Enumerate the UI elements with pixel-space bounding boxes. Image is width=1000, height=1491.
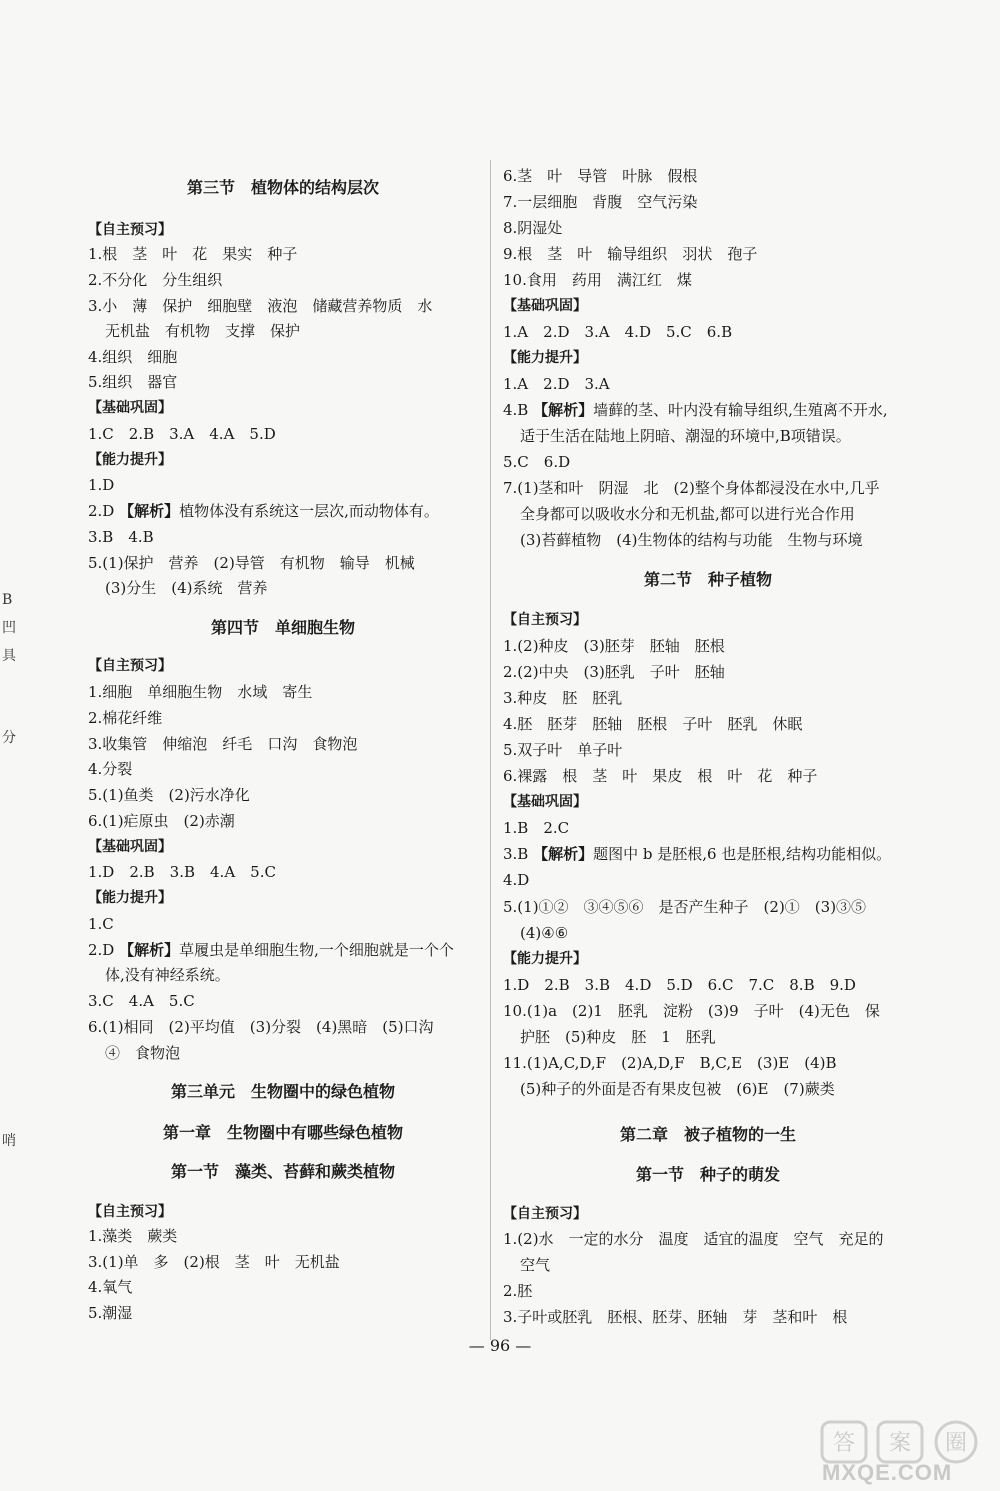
answer-line: 2.棉花纤维 <box>88 709 163 727</box>
svg-text:案: 案 <box>888 1431 912 1456</box>
answer-line: 1.(2)水 一定的水分 温度 适宜的温度 空气 充足的 <box>503 1230 884 1248</box>
section-tag: 【能力提升】 <box>503 350 587 366</box>
svg-text:答: 答 <box>832 1431 856 1456</box>
answer-line: 4.B 【解析】墙藓的茎、叶内没有输导组织,生殖离不开水, <box>503 401 888 419</box>
answer-line: 6.(1)疟原虫 (2)赤潮 <box>88 812 235 830</box>
watermark-site: MXQE.COM <box>822 1460 953 1485</box>
answer-line: 4.分裂 <box>88 760 133 778</box>
answer-line: 7.(1)茎和叶 阴湿 北 (2)整个身体都浸没在水中,几乎 <box>503 479 880 497</box>
answer-line: 3.B 4.B <box>88 528 154 546</box>
answer-line: 2.D 【解析】草履虫是单细胞生物,一个细胞就是一个个 <box>88 941 454 959</box>
section-tag: 【能力提升】 <box>88 452 172 468</box>
answer-line: 3.(1)单 多 (2)根 茎 叶 无机盐 <box>88 1253 340 1271</box>
answer-line: (3)分生 (4)系统 营养 <box>105 579 268 597</box>
answer-line: 5.(1)鱼类 (2)污水净化 <box>88 786 250 804</box>
answer-line: 3.子叶或胚乳 胚根、胚芽、胚轴 芽 茎和叶 根 <box>503 1308 848 1326</box>
answer-line: 3.小 薄 保护 细胞壁 液泡 储藏营养物质 水 <box>88 297 433 315</box>
svg-text:圈: 圈 <box>944 1431 968 1456</box>
answer-line: 2.(2)中央 (3)胚乳 子叶 胚轴 <box>503 663 725 681</box>
answer-line: 9.根 茎 叶 输导组织 羽状 孢子 <box>503 245 758 263</box>
answer-line: 1.藻类 蕨类 <box>88 1227 178 1245</box>
answer-line: 1.B 2.C <box>503 819 570 837</box>
answer-line: 5.组织 器官 <box>88 373 178 391</box>
section-tag: 【自主预习】 <box>88 658 172 674</box>
answer-line: 2.胚 <box>503 1282 533 1300</box>
answer-line: 1.细胞 单细胞生物 水域 寄生 <box>88 683 313 701</box>
section-tag: 【基础巩固】 <box>503 298 587 314</box>
answer-line: 全身都可以吸收水分和无机盐,都可以进行光合作用 <box>520 505 855 523</box>
section-title: 第一节 藻类、苔藓和蕨类植物 <box>170 1162 395 1181</box>
answer-line: 1.D 2.B 3.B 4.D 5.D 6.C 7.C 8.B 9.D <box>503 976 856 994</box>
answer-line: 5.潮湿 <box>88 1304 133 1322</box>
answer-line: 5.(1)①② ③④⑤⑥ 是否产生种子 (2)① (3)③⑤ <box>503 898 867 916</box>
section-title: 第一节 种子的萌发 <box>635 1165 780 1184</box>
answer-line: 7.一层细胞 背腹 空气污染 <box>503 193 698 211</box>
analysis-tag: 【解析】 <box>533 401 594 419</box>
edge-fragment: 凹 <box>2 620 16 636</box>
answer-line: 5.C 6.D <box>503 453 571 471</box>
chapter-title: 第二章 被子植物的一生 <box>619 1125 796 1144</box>
answer-line: (3)苔藓植物 (4)生物体的结构与功能 生物与环境 <box>520 531 863 549</box>
answer-line: 4.胚 胚芽 胚轴 胚根 子叶 胚乳 休眠 <box>503 715 803 733</box>
section-tag: 【基础巩固】 <box>88 400 172 416</box>
answer-line: 护胚 (5)种皮 胚 1 胚乳 <box>520 1028 716 1046</box>
answer-line: 1.A 2.D 3.A 4.D 5.C 6.B <box>503 323 733 341</box>
analysis-tag: 【解析】 <box>119 941 180 959</box>
answer-line: 3.B 【解析】题图中 b 是胚根,6 也是胚根,结构功能相似。 <box>503 845 892 863</box>
section-tag: 【能力提升】 <box>503 951 587 967</box>
column-divider <box>490 160 491 1340</box>
answer-line: 3.收集管 伸缩泡 纤毛 口沟 食物泡 <box>88 735 358 753</box>
section-title: 第二节 种子植物 <box>643 570 772 589</box>
answer-line: 无机盐 有机物 支撑 保护 <box>105 322 301 340</box>
analysis-tag: 【解析】 <box>119 502 180 520</box>
answer-line: 1.D <box>88 476 115 494</box>
answer-line: 1.C 2.B 3.A 4.A 5.D <box>88 425 276 443</box>
section-tag: 【自主预习】 <box>503 612 587 628</box>
chapter-title: 第一章 生物圈中有哪些绿色植物 <box>162 1123 403 1142</box>
answer-line: 2.D 【解析】植物体没有系统这一层次,而动物体有。 <box>88 502 439 520</box>
answer-line: 空气 <box>520 1256 551 1274</box>
section-title: 第三节 植物体的结构层次 <box>186 178 379 197</box>
answer-line: 1.(2)种皮 (3)胚芽 胚轴 胚根 <box>503 637 725 655</box>
page-number: — 96 — <box>468 1336 532 1355</box>
answer-line: ④ 食物泡 <box>105 1044 181 1062</box>
analysis-tag: 【解析】 <box>533 845 594 863</box>
answer-line: 2.不分化 分生组织 <box>88 271 223 289</box>
answer-line: 4.D <box>503 871 530 889</box>
answer-line: (4)④⑥ <box>520 924 569 942</box>
section-tag: 【基础巩固】 <box>503 794 587 810</box>
section-tag: 【自主预习】 <box>88 222 172 238</box>
answer-line: (5)种子的外面是否有果皮包被 (6)E (7)蕨类 <box>520 1080 835 1098</box>
answer-line: 1.C <box>88 915 114 933</box>
answer-line: 10.(1)a (2)1 胚乳 淀粉 (3)9 子叶 (4)无色 保 <box>503 1002 880 1020</box>
edge-fragment: 具 <box>2 648 16 664</box>
answer-line: 3.C 4.A 5.C <box>88 992 195 1010</box>
answer-line: 6.(1)相同 (2)平均值 (3)分裂 (4)黑暗 (5)口沟 <box>88 1018 434 1036</box>
section-tag: 【基础巩固】 <box>88 839 172 855</box>
answer-line: 8.阴湿处 <box>503 219 563 237</box>
section-title: 第四节 单细胞生物 <box>210 618 355 637</box>
answer-line: 4.组织 细胞 <box>88 348 178 366</box>
answer-line: 11.(1)A,C,D,F (2)A,D,F B,C,E (3)E (4)B <box>503 1054 837 1072</box>
answer-line: 1.A 2.D 3.A <box>503 375 610 393</box>
answer-line: 3.种皮 胚 胚乳 <box>503 689 623 707</box>
answer-line: 6.裸露 根 茎 叶 果皮 根 叶 花 种子 <box>503 767 818 785</box>
answer-line: 5.(1)保护 营养 (2)导管 有机物 输导 机械 <box>88 554 415 572</box>
edge-fragment: 哨 <box>2 1133 16 1149</box>
edge-fragment: B <box>2 592 13 608</box>
answer-line: 1.根 茎 叶 花 果实 种子 <box>88 245 298 263</box>
section-tag: 【能力提升】 <box>88 890 172 906</box>
answer-line: 4.氧气 <box>88 1278 133 1296</box>
section-tag: 【自主预习】 <box>503 1206 587 1222</box>
answer-line: 1.D 2.B 3.B 4.A 5.C <box>88 863 276 881</box>
section-tag: 【自主预习】 <box>88 1204 172 1220</box>
unit-title: 第三单元 生物圈中的绿色植物 <box>170 1082 395 1101</box>
answer-line: 适于生活在陆地上阴暗、潮湿的环境中,B项错误。 <box>520 427 851 445</box>
answer-line: 6.茎 叶 导管 叶脉 假根 <box>503 167 698 185</box>
answer-line: 5.双子叶 单子叶 <box>503 741 623 759</box>
answer-line: 10.食用 药用 满江红 煤 <box>503 271 692 289</box>
answer-line: 体,没有神经系统。 <box>105 966 230 984</box>
edge-fragment: 分 <box>2 730 16 746</box>
